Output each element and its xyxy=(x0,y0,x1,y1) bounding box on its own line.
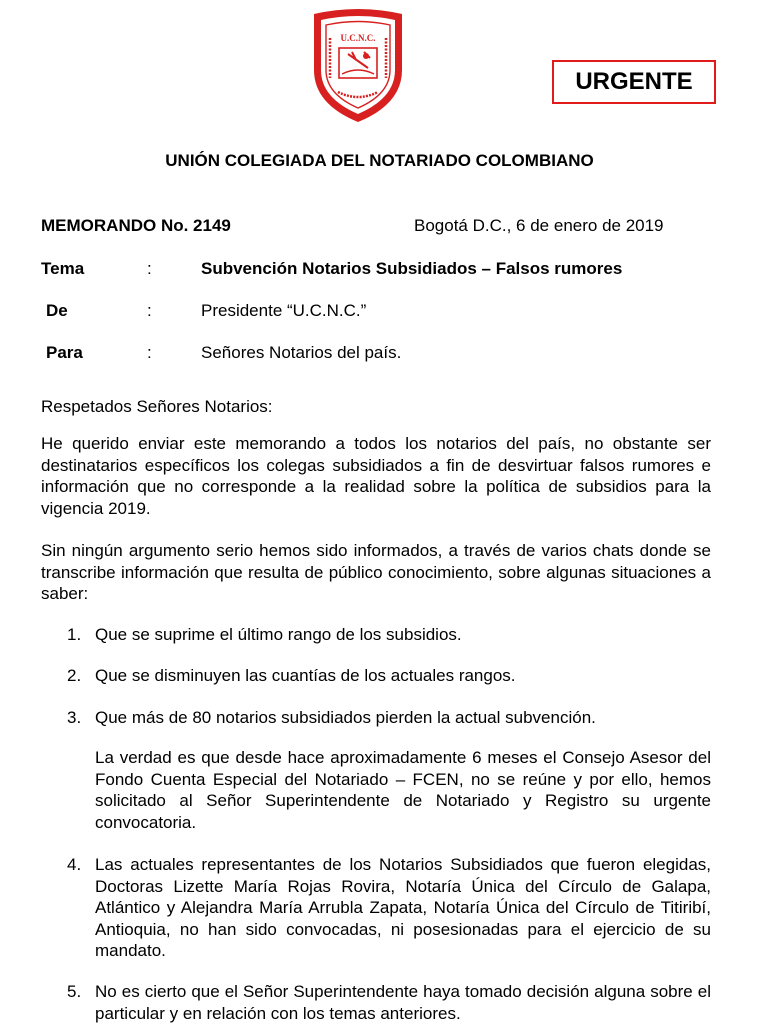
list-item xyxy=(67,854,711,962)
urgent-stamp xyxy=(552,60,716,104)
list-text: Que más de 80 notarios subsidiados pierden la actual subvención. xyxy=(95,708,596,727)
field-sep-para: : xyxy=(147,343,152,362)
field-label-para: Para xyxy=(46,343,83,362)
field-label-de: De xyxy=(46,301,68,320)
memo-number: MEMORANDO No. 2149 xyxy=(41,216,231,235)
list-number: 5. xyxy=(67,982,82,1001)
list-number: 1. xyxy=(67,625,82,644)
svg-text:U.C.N.C.: U.C.N.C. xyxy=(340,33,376,43)
list-text: Que se disminuyen las cuantías de los actuales rangos. xyxy=(95,666,516,685)
list-number: 4. xyxy=(67,855,82,874)
field-sep-tema: : xyxy=(147,259,152,278)
body-paragraph-indented: La verdad es que desde hace aproximadamente 6 meses el Consejo Asesor del Fondo Cuenta Especial del Notariado – FCEN, no se reúne y por ello, hemos solicitado al Señor Superintendente de Notariado y Registro su urgente convocatoria. xyxy=(95,748,711,832)
field-value-tema: Subvención Notarios Subsidiados – Falsos rumores xyxy=(201,259,623,278)
list-number: 2. xyxy=(67,666,82,685)
notary-seal-icon xyxy=(308,8,408,126)
list-item xyxy=(67,665,711,687)
field-sep-de: : xyxy=(147,301,152,320)
field-value-de: Presidente “U.C.N.C.” xyxy=(201,301,367,320)
list-text: Las actuales representantes de los Notarios Subsidiados que fueron elegidas, Doctoras Lizette María Rojas Rovira, Notaría Única del Círculo de Galapa, Atlántico y Alejandra María Arrubla Zapata, Notaría Única del Círculo de Titiribí, Antioquia, no han sido convocadas, ni posesionadas para el ejercicio de su mandato. xyxy=(95,855,711,960)
urgent-label: URGENTE xyxy=(575,68,693,95)
list-number: 3. xyxy=(67,708,82,727)
greeting: Respetados Señores Notarios: xyxy=(41,397,273,416)
memo-place-date: Bogotá D.C., 6 de enero de 2019 xyxy=(414,216,664,235)
list-text: No es cierto que el Señor Superintendente haya tomado decisión alguna sobre el particular y en relación con los temas anteriores. xyxy=(95,982,711,1023)
body-paragraph: He querido enviar este memorando a todos los notarios del país, no obstante ser destinatarios específicos los colegas subsidiados a fin de desvirtuar falsos rumores e información que no corresponde a la realidad sobre la política de subsidios para la vigencia 2019. xyxy=(41,434,711,518)
field-value-para: Señores Notarios del país. xyxy=(201,343,402,362)
body-paragraph: Sin ningún argumento serio hemos sido informados, a través de varios chats donde se transcribe información que resulta de público conocimiento, sobre algunas situaciones a saber: xyxy=(41,541,711,603)
list-item xyxy=(67,707,711,729)
org-title: UNIÓN COLEGIADA DEL NOTARIADO COLOMBIANO xyxy=(165,151,594,170)
list-item xyxy=(67,981,711,1024)
list-item xyxy=(67,624,711,646)
list-text: Que se suprime el último rango de los subsidios. xyxy=(95,625,462,644)
field-label-tema: Tema xyxy=(41,259,85,278)
ucnc-logo xyxy=(308,8,408,126)
